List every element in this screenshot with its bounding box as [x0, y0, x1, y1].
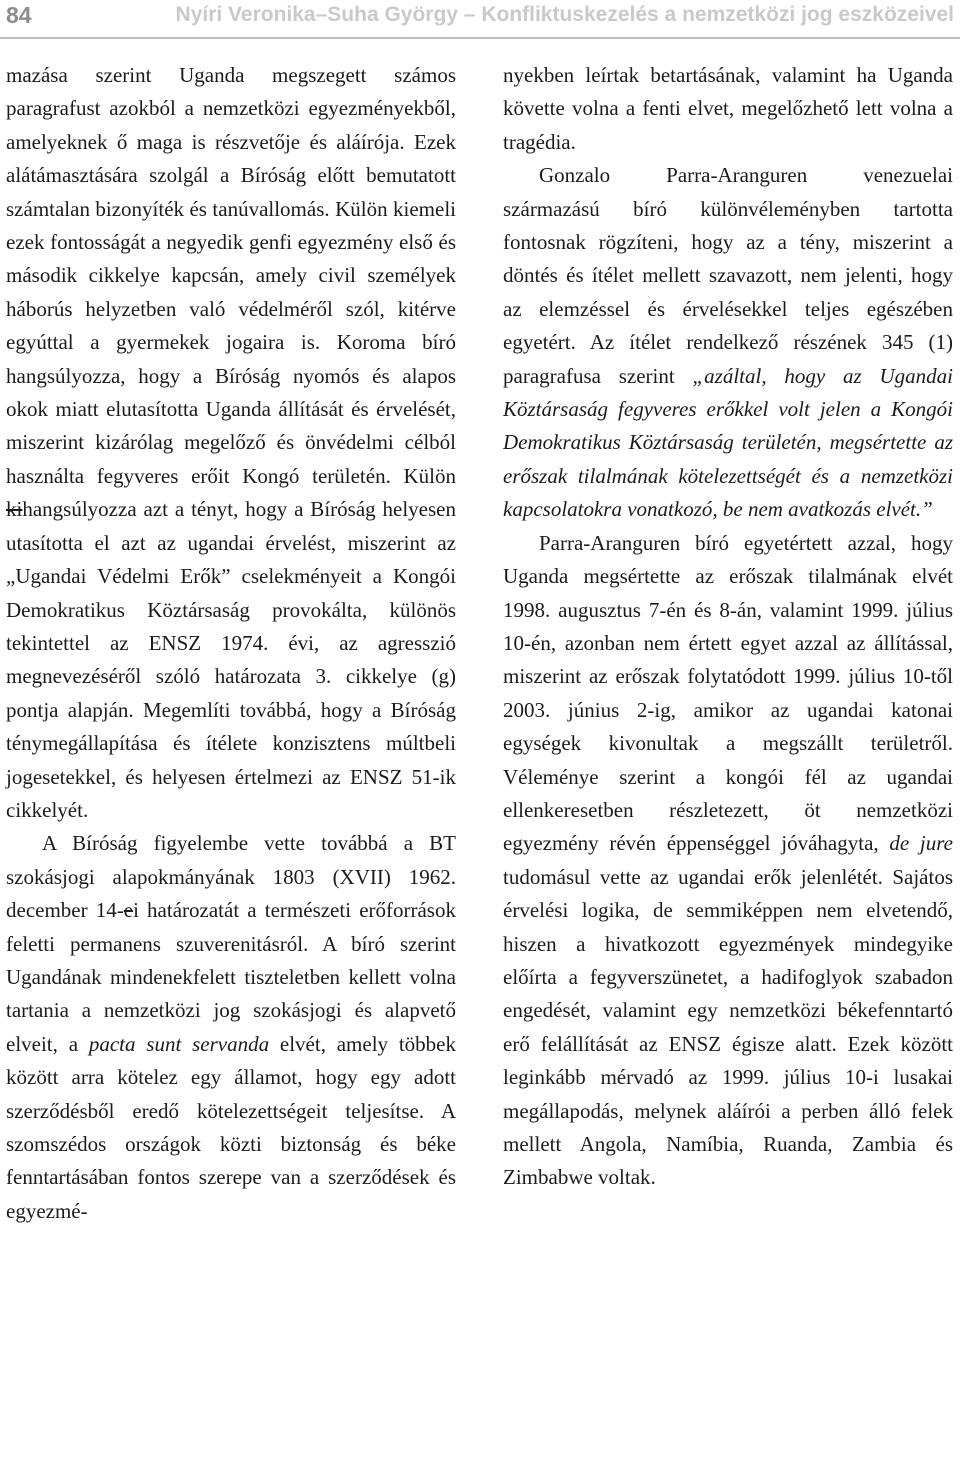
text-run: i határozatát a természeti erőforrások feletti permanens szuverenitásról. A bíró szerint Ugandának mindenekfelett tiszteletben kellett volna tartania a nemzetközi jog szokásjogi és alapvető elveit, a: [6, 898, 456, 1056]
right-paragraph-1: [503, 59, 953, 159]
text-run: A Bíróság figyelembe vette továbbá a BT szokásjogi alapokmányának 1803 (XVII) 1962. december 14-: [6, 831, 456, 923]
running-head: Nyíri Veronika–Suha György – Konfliktuskezelés a nemzetközi jog eszközeivel: [175, 3, 954, 26]
text-run: mazása szerint Uganda megszegett számos paragrafust azokból a nemzetközi egyezményekből, amelyeknek ő maga is részvetője és aláírója. Ezek alátámasztására szolgál a Bíróság előtt bemutatott számtalan bizonyíték és tanúvallomás. Külön kiemeli ezek fontosságát a negyedik genfi egyezmény első és második cikkelye kapcsán, amely civil személyek háborús helyzetben való védelméről szól, kitérve egyúttal a gyermekek jogaira is. Koroma bíró hangsúlyozza, hogy a Bíróság nyomós és alapos okok miatt elutasította Uganda állítását és érvelését, miszerint kizárólag megelőző és önvédelmi célból használta fegyveres erőit Kongó területén. Külön: [6, 63, 456, 488]
page-number: 84: [6, 2, 32, 28]
text-run: tudomásul vette az ugandai erők jelenlétét. Sajátos érvelési logika, de semmiképpen nem elvetendő, hiszen a hivatkozott egyezmények mindegyike előírta a fegyverszünetet, a hadifoglyok szabadon engedését, valamint egy nemzetközi békefenntartó erő felállítását az ENSZ égisze alatt. Ezek között leginkább mérvadó az 1999. július 10-i lusakai megállapodás, melynek aláírói a perben álló felek mellett Angola, Namíbia, Ruanda, Zambia és Zimbabwe voltak.: [503, 864, 953, 1190]
left-paragraph-1: [6, 59, 456, 827]
right-paragraph-2: [503, 159, 953, 526]
text-run: Gonzalo Parra-Aranguren venezuelai származású bíró különvéleményben tartotta fontosnak rögzíteni, hogy az a tény, miszerint a döntés és ítélet mellett szavazott, nem jelenti, hogy az elemzéssel és érvelésekkel teljes egészében egyetért. Az ítélet rendelkező részének 345 (1) paragrafusa szerint: [503, 163, 953, 388]
struck-text: e: [123, 898, 134, 923]
italic-text: pacta sunt servanda: [88, 1031, 270, 1056]
text-run: Parra-Aranguren bíró egyetértett azzal, hogy Uganda megsértette az erőszak tilalmának elvét 1998. augusztus 7-én és 8-án, valamint 1999. július 10-én, azonban nem értett egyet azzal az állítással, miszerint az erőszak folytatódott 1999. július 10-től 2003. június 2-ig, amikor az ugandai katonai egységek kivonultak a megszállt területről. Véleménye szerint a kongói fél az ugandai ellenkeresetben részletezett, öt nemzetközi egyezmény révén éppenséggel jóváhagyta,: [503, 530, 953, 856]
header-rule: [0, 37, 960, 39]
text-run: elvét, amely többek között arra kötelez egy államot, hogy egy adott szerződésből eredő kötelezettségeit teljesítse. A szomszédos országok közti biztonság és béke fenntartásában fontos szerepe van a szerződések és egyezmé-: [6, 1031, 457, 1223]
text-run: nyekben leírtak betartásának, valamint ha Uganda követte volna a fenti elvet, megelőzhető lett volna a tragédia.: [503, 63, 953, 154]
italic-text: de jure: [889, 831, 953, 856]
text-run: hangsúlyozza azt a tényt, hogy a Bíróság helyesen utasította el azt az ugandai érvelést, miszerint az „Ugandai Védelmi Erők” cselekményeit a Kongói Demokratikus Köztársaság provokálta, különös tekintettel az ENSZ 1974. évi, az agresszió megnevezéséről szóló határozata 3. cikkelye (g) pontja alapján. Megemlíti továbbá, hogy a Bíróság ténymegállapítása és ítélete konzisztens múltbeli jogesetekkel, és helyesen értelmezi az ENSZ 51-ik cikkelyét.: [6, 497, 456, 822]
italic-quote: „azáltal, hogy az Ugandai Köztársaság fegyveres erőkkel volt jelen a Kongói Demokratikus Köztársaság területén, megsértette az erőszak tilalmának kötelezettségét és a nemzetközi kapcsolatokra vonatkozó, be nem avatkozás elvét.”: [503, 363, 953, 522]
struck-text: ki: [6, 497, 23, 522]
left-column: [6, 59, 456, 1228]
right-paragraph-3: [503, 527, 953, 1195]
left-paragraph-2: [6, 827, 456, 1228]
page-header: [0, 0, 960, 36]
right-column: [503, 59, 953, 1195]
